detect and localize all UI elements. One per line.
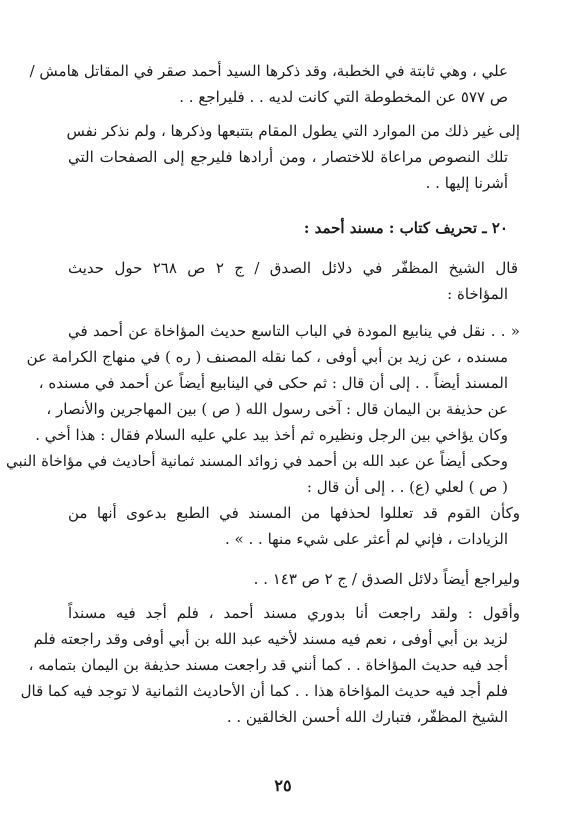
quote-line: ( ص ) لعلي (ع) . . إلى أن قال : (306, 478, 508, 496)
paragraph-4 (68, 500, 520, 552)
paragraph-6 (20, 600, 520, 730)
paragraph-line: أشرنا إليها . . (425, 174, 508, 192)
quote-line: وكان يؤاخي بين الرجل ونظيره ثم أخذ بيد علي عليه السلام فقال : هذا أخي . (35, 426, 508, 444)
paragraph-line: إلى غير ذلك من الموارد التي يطول المقام بتتبعها وذكرها ، ولم نذكر نفس (66, 122, 520, 140)
quote-line: المسند أيضاً . . إلى أن قال : ثم حكى في الينابيع أيضاً عن أحمد في مسنده ، (38, 374, 508, 392)
paragraph-line: قال الشيخ المظفّر في دلائل الصدق / ج ٢ ص ٢٦٨ حول حديث (68, 259, 518, 277)
paragraph-line: الشيخ المظفّر، فتبارك الله أحسن الخالقين . . (226, 708, 508, 726)
paragraph-line: تلك النصوص مراعاة للاختصار ، ومن أرادها فليرجع إلى الصفحات التي (68, 148, 508, 166)
quote-line: مسنده ، عن زيد بن أبي أوفى ، كما نقله المصنف ( ره ) في منهاج الكرامة عن (26, 348, 508, 366)
paragraph-5 (68, 566, 520, 592)
paragraph-1 (29, 58, 508, 110)
paragraph-line: وليراجع أيضاً دلائل الصدق / ج ٢ ص ١٤٣ . . (253, 570, 520, 588)
paragraph-line: لزيد بن أبي أوفى ، نعم فيه مسند لأخيه عبد الله بن أبي أوفى وقد راجعته فلم (33, 630, 508, 648)
quote-line: عن حذيفة بن اليمان قال : آخى رسول الله ( ص ) بين المهاجرين والأنصار ، (46, 400, 508, 418)
paragraph-line: ص ٥٧٧ عن المخطوطة التي كانت لديه . . فليراجع . . (179, 88, 508, 106)
quote-line: « . . نقل في ينابيع المودة في الباب التاسع حديث المؤاخاة عن أحمد في (68, 322, 520, 340)
paragraph-2 (66, 118, 520, 196)
quoted-passage (6, 318, 520, 500)
paragraph-line: علي ، وهي ثابتة في الخطبة، وقد ذكرها السيد أحمد صقر في المقاتل هامش / (29, 62, 508, 80)
paragraph-line: وكأن القوم قد تعللوا لحذفها من المسند في الطبع بدعوى أنها من (68, 504, 520, 522)
paragraph-line: المؤاخاة : (447, 285, 508, 303)
paragraph-line: فلم أجد فيه حديث المؤاخاة هذا . . كما أن الأحاديث الثمانية لا توجد فيه كما قال (20, 682, 508, 700)
page-number: ٢٥ (274, 776, 292, 795)
paragraph-3 (68, 255, 518, 307)
paragraph-line: الزيادات ، فإني لم أعثر على شيء منها . . » . (225, 530, 508, 548)
section-heading: ٢٠ ـ تحريف كتاب : مسند أحمد : (303, 219, 508, 237)
quote-line: وحكى أيضاً عن عبد الله بن أحمد في زوائد المسند ثمانية أحاديث في مؤاخاة النبي (6, 452, 508, 470)
paragraph-line: وأقول : ولقد راجعت أنا بدوري مسند أحمد ، فلم أجد فيه مسنداً (68, 604, 520, 622)
section-heading-block (68, 215, 508, 241)
paragraph-line: أجد فيه حديث المؤاخاة . . كما أنني قد راجعت مسند حذيفة بن اليمان بتمامه ، (28, 656, 508, 674)
